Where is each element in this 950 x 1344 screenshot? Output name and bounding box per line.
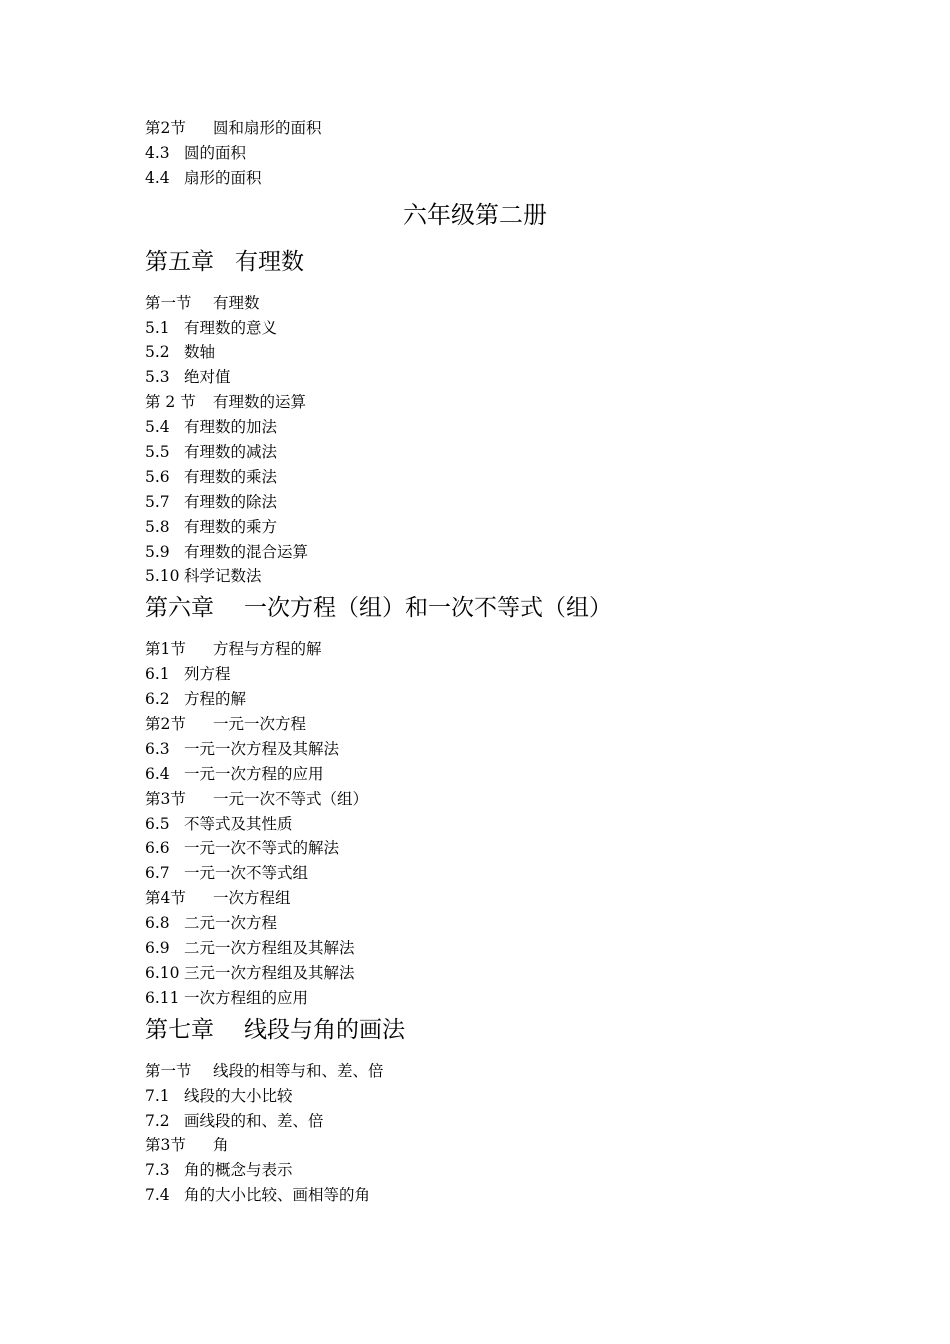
toc-item — [145, 365, 865, 390]
item-title: 角的概念与表示 — [184, 1161, 293, 1180]
item-title: 二元一次方程 — [184, 914, 278, 933]
toc-item — [145, 141, 865, 166]
item-number: 5.7 — [145, 492, 170, 511]
toc-item — [145, 961, 865, 986]
item-number: 6.11 — [145, 988, 180, 1007]
toc-section — [145, 1133, 865, 1158]
toc-item — [145, 1084, 865, 1109]
item-title: 画线段的和、差、倍 — [184, 1111, 324, 1130]
item-number: 6.9 — [145, 939, 170, 958]
section-label: 第2节 — [145, 119, 186, 137]
toc-section — [145, 787, 865, 812]
toc-item — [145, 1109, 865, 1134]
toc-item — [145, 316, 865, 341]
item-number: 5.4 — [145, 418, 170, 437]
toc-section — [145, 886, 865, 911]
toc-item — [145, 762, 865, 787]
item-title: 一元一次不等式的解法 — [184, 839, 340, 858]
section-label: 第一节 — [145, 1061, 192, 1080]
item-number: 5.3 — [145, 368, 170, 387]
section-title: 角 — [213, 1136, 229, 1155]
toc-item — [145, 662, 865, 687]
toc-item — [145, 936, 865, 961]
item-number: 6.2 — [145, 690, 170, 709]
toc-item — [145, 564, 865, 589]
item-title: 二元一次方程组及其解法 — [184, 939, 355, 958]
section-label: 第2节 — [145, 715, 186, 734]
section-title: 一元一次方程 — [213, 715, 307, 734]
toc-item — [145, 911, 865, 936]
item-title: 线段的大小比较 — [184, 1086, 293, 1105]
section-label: 第4节 — [145, 889, 186, 908]
item-title: 列方程 — [184, 665, 231, 684]
item-number: 5.9 — [145, 542, 170, 561]
item-title: 一次方程组的应用 — [184, 988, 309, 1007]
item-number: 6.4 — [145, 764, 170, 783]
chapter-title: 有理数 — [235, 248, 304, 275]
section-title: 有理数 — [213, 293, 260, 312]
section-title: 线段的相等与和、差、倍 — [213, 1061, 384, 1080]
section-label: 第3节 — [145, 789, 186, 808]
item-title: 有理数的加法 — [184, 418, 278, 437]
item-number: 6.7 — [145, 864, 170, 883]
toc-item — [145, 687, 865, 712]
item-number: 7.4 — [145, 1186, 170, 1205]
toc-item — [145, 836, 865, 861]
item-number: 4.3 — [145, 143, 170, 162]
item-title: 科学记数法 — [184, 567, 262, 586]
item-title: 一元一次方程及其解法 — [184, 739, 340, 758]
toc-item — [145, 415, 865, 440]
item-number: 6.10 — [145, 963, 180, 982]
toc-section — [145, 712, 865, 737]
toc-item — [145, 861, 865, 886]
item-title: 有理数的混合运算 — [184, 542, 309, 561]
toc-item — [145, 812, 865, 837]
chapter-label: 第五章 — [145, 248, 214, 275]
section-label: 第一节 — [145, 293, 192, 312]
chapter-heading — [145, 1011, 865, 1049]
section-title: 有理数的运算 — [213, 393, 307, 412]
section-title: 一次方程组 — [213, 889, 291, 908]
item-number: 6.1 — [145, 665, 170, 684]
toc-item — [145, 440, 865, 465]
toc-section — [145, 291, 865, 316]
item-number: 5.1 — [145, 318, 170, 337]
toc-item — [145, 986, 865, 1011]
chapter-label: 第六章 — [145, 595, 214, 622]
toc-item — [145, 737, 865, 762]
item-title: 有理数的乘法 — [184, 467, 278, 486]
chapter-title: 一次方程（组）和一次不等式（组） — [244, 595, 612, 622]
volume-title: 六年级第二册 — [403, 200, 547, 229]
item-title: 圆的面积 — [184, 143, 247, 162]
chapter-heading — [145, 589, 865, 627]
item-number: 6.3 — [145, 739, 170, 758]
item-number: 5.8 — [145, 517, 170, 536]
item-title: 有理数的减法 — [184, 443, 278, 462]
toc-section — [145, 116, 865, 141]
toc-item — [145, 540, 865, 565]
section-title: 圆和扇形的面积 — [213, 119, 322, 137]
section-title: 一元一次不等式（组） — [213, 789, 369, 808]
section-title: 方程与方程的解 — [213, 640, 322, 659]
toc-item — [145, 515, 865, 540]
toc-item — [145, 1183, 865, 1208]
chapter-label: 第七章 — [145, 1016, 214, 1043]
item-number: 7.2 — [145, 1111, 170, 1130]
section-label: 第 2 节 — [145, 393, 196, 412]
item-number: 6.8 — [145, 914, 170, 933]
item-title: 绝对值 — [184, 368, 231, 387]
toc-item — [145, 490, 865, 515]
item-number: 7.3 — [145, 1161, 170, 1180]
item-title: 有理数的意义 — [184, 318, 278, 337]
item-number: 5.2 — [145, 343, 170, 362]
toc-section — [145, 637, 865, 662]
item-number: 5.5 — [145, 443, 170, 462]
item-number: 5.6 — [145, 467, 170, 486]
item-number: 4.4 — [145, 168, 170, 187]
section-label: 第3节 — [145, 1136, 186, 1155]
toc-item — [145, 340, 865, 365]
item-title: 方程的解 — [184, 690, 247, 709]
toc-section — [145, 1059, 865, 1084]
table-of-contents — [145, 116, 865, 1208]
toc-item — [145, 166, 865, 191]
item-number: 5.10 — [145, 567, 180, 586]
item-title: 一元一次方程的应用 — [184, 764, 324, 783]
toc-item — [145, 1158, 865, 1183]
item-number: 6.5 — [145, 814, 170, 833]
item-title: 三元一次方程组及其解法 — [184, 963, 355, 982]
item-title: 数轴 — [184, 343, 216, 362]
item-title: 有理数的除法 — [184, 492, 278, 511]
item-number: 7.1 — [145, 1086, 170, 1105]
item-number: 6.6 — [145, 839, 170, 858]
toc-item — [145, 465, 865, 490]
item-title: 不等式及其性质 — [184, 814, 293, 833]
section-label: 第1节 — [145, 640, 186, 659]
item-title: 有理数的乘方 — [184, 517, 278, 536]
toc-section — [145, 390, 865, 415]
item-title: 角的大小比较、画相等的角 — [184, 1186, 371, 1205]
chapter-heading — [145, 243, 865, 281]
chapter-title: 线段与角的画法 — [244, 1016, 405, 1043]
item-title: 一元一次不等式组 — [184, 864, 309, 883]
item-title: 扇形的面积 — [184, 168, 262, 187]
